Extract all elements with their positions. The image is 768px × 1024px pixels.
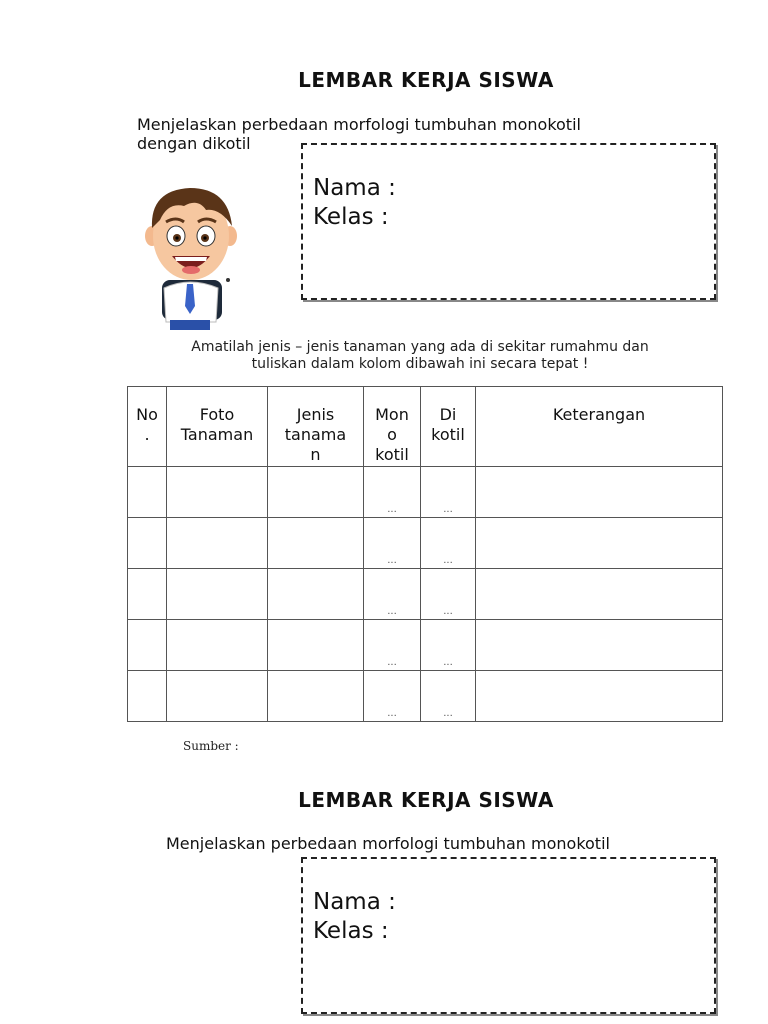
cell-jenis[interactable] xyxy=(268,671,364,722)
class-label: Kelas : xyxy=(313,204,389,230)
header-keterangan: Keterangan xyxy=(476,387,723,467)
cell-keterangan[interactable] xyxy=(476,467,723,518)
cell-dikotil[interactable]: ... xyxy=(421,518,476,569)
cell-monokotil[interactable]: ... xyxy=(364,467,421,518)
cell-no[interactable] xyxy=(128,467,167,518)
table-header-row xyxy=(128,387,723,467)
cell-dikotil[interactable]: ... xyxy=(421,569,476,620)
student-identity-box-2 xyxy=(301,857,716,1014)
cell-jenis[interactable] xyxy=(268,467,364,518)
cell-no[interactable] xyxy=(128,620,167,671)
student-cartoon-illustration xyxy=(140,180,240,332)
cell-no[interactable] xyxy=(128,518,167,569)
header-no: No . xyxy=(128,387,167,467)
objective-line-1: Menjelaskan perbedaan morfologi tumbuhan monokotil xyxy=(166,834,610,853)
cell-no[interactable] xyxy=(128,671,167,722)
cell-foto[interactable] xyxy=(167,620,268,671)
source-label: Sumber : xyxy=(183,739,239,753)
cell-jenis[interactable] xyxy=(268,518,364,569)
cell-jenis[interactable] xyxy=(268,620,364,671)
table-row xyxy=(128,671,723,722)
cell-dikotil[interactable]: ... xyxy=(421,620,476,671)
page-title-2: LEMBAR KERJA SISWA xyxy=(298,788,554,812)
cell-monokotil[interactable]: ... xyxy=(364,620,421,671)
student-identity-box xyxy=(301,143,716,300)
instruction-line-1: Amatilah jenis – jenis tanaman yang ada di sekitar rumahmu dan xyxy=(191,339,649,355)
name-label: Nama : xyxy=(313,175,396,201)
instructions xyxy=(150,339,690,373)
cell-foto[interactable] xyxy=(167,467,268,518)
cell-dikotil[interactable]: ... xyxy=(421,467,476,518)
header-dikotil: Di kotil xyxy=(421,387,476,467)
table-row xyxy=(128,620,723,671)
cell-keterangan[interactable] xyxy=(476,569,723,620)
table-row xyxy=(128,467,723,518)
cell-monokotil[interactable]: ... xyxy=(364,671,421,722)
page-title: LEMBAR KERJA SISWA xyxy=(298,68,554,92)
table-row xyxy=(128,569,723,620)
cell-keterangan[interactable] xyxy=(476,620,723,671)
header-monokotil: Mon o kotil xyxy=(364,387,421,467)
header-foto-tanaman: Foto Tanaman xyxy=(167,387,268,467)
objective-line-2: dengan dikotil xyxy=(137,134,251,153)
name-label: Nama : xyxy=(313,889,396,915)
table-row xyxy=(128,518,723,569)
cell-monokotil[interactable]: ... xyxy=(364,569,421,620)
instruction-line-2: tuliskan dalam kolom dibawah ini secara tepat ! xyxy=(251,356,589,372)
header-jenis-tanaman: Jenis tanama n xyxy=(268,387,364,467)
worksheet-objective-2 xyxy=(166,834,610,853)
cell-no[interactable] xyxy=(128,569,167,620)
cell-foto[interactable] xyxy=(167,671,268,722)
cell-keterangan[interactable] xyxy=(476,671,723,722)
cell-foto[interactable] xyxy=(167,518,268,569)
observation-table xyxy=(127,386,723,722)
pants xyxy=(170,320,210,330)
cell-keterangan[interactable] xyxy=(476,518,723,569)
cell-foto[interactable] xyxy=(167,569,268,620)
cell-jenis[interactable] xyxy=(268,569,364,620)
class-label: Kelas : xyxy=(313,918,389,944)
cell-dikotil[interactable]: ... xyxy=(421,671,476,722)
objective-line-1: Menjelaskan perbedaan morfologi tumbuhan monokotil xyxy=(137,115,581,134)
cell-monokotil[interactable]: ... xyxy=(364,518,421,569)
